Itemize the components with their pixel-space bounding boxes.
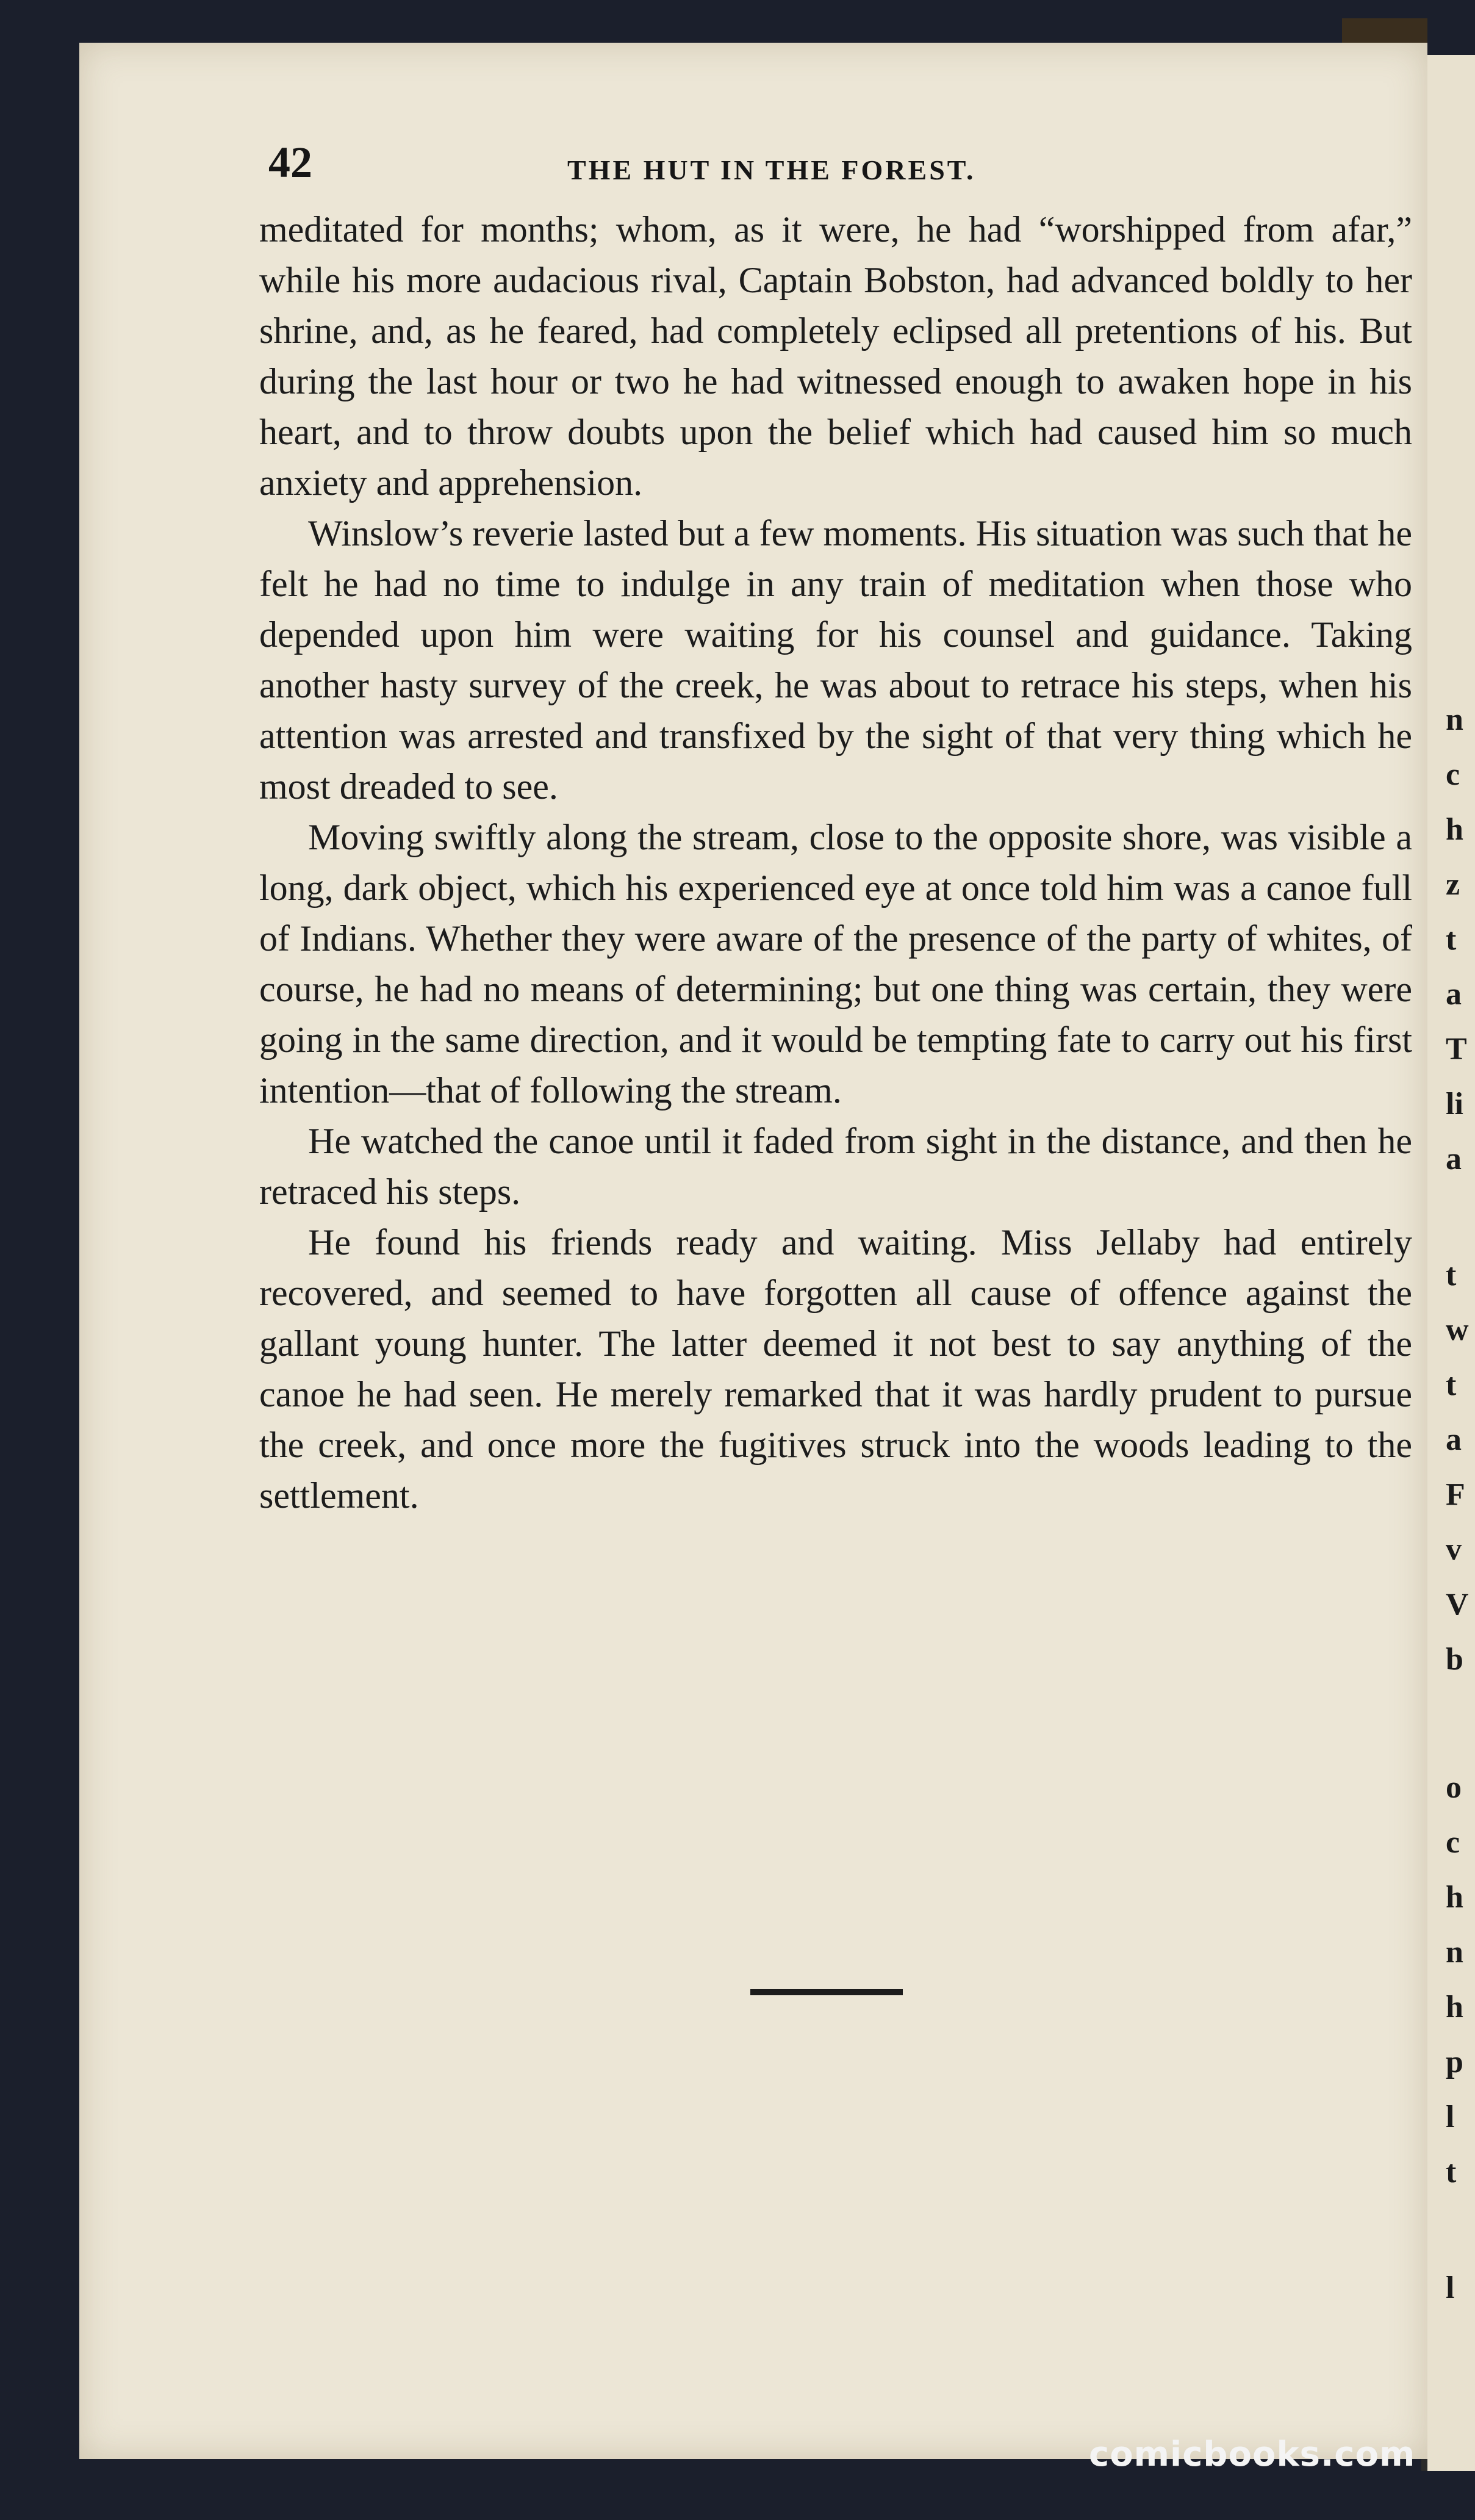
adjacent-page-letter: b — [1446, 1642, 1463, 1677]
paragraph-4: He watched the canoe until it faded from sight in the distance, and then he retraced his steps. — [259, 1121, 1412, 1212]
adjacent-page-letter: li — [1446, 1087, 1463, 1121]
watermark: comicbooks.com — [1089, 2435, 1416, 2474]
paragraph-3: Moving swiftly along the stream, close to the opposite shore, was visible a long, dark object, which his experienced eye at once told him was a canoe full of Indians. Whether they were aware of the presence of the party of whites, of course, he had no means of determining; but one thing was certain, they were going in the same direction, and it would be tempting fate to carry out his first intention—that of following the stream. — [259, 817, 1412, 1111]
adjacent-page-letter: V — [1446, 1587, 1469, 1622]
adjacent-page-letter: t — [1446, 2155, 1457, 2189]
adjacent-page-letter: z — [1446, 867, 1460, 902]
paragraph-1: meditated for months; whom, as it were, he had “worshipped from afar,” while his more audacious rival, Captain Bobston, had advanced boldly to her shrine, and, as he feared, had completely eclipsed all pretentions of his. But during the last hour or two he had witnessed enough to awaken hope in his heart, and to throw doubts upon the belief which had caused him so much anxiety and apprehension. — [259, 209, 1412, 503]
adjacent-page-letter: t — [1446, 1258, 1457, 1292]
adjacent-page-letter: F — [1446, 1477, 1465, 1512]
paragraph-2: Winslow’s reverie lasted but a few moments. His situation was such that he felt he had no time to indulge in any train of meditation when those who depended upon him were waiting for his counsel and guidance. Taking another hasty survey of the creek, he was about to retrace his steps, when his attention was arrested and transfixed by the sight of that very thing which he most dreaded to see. — [259, 513, 1412, 807]
adjacent-page-letter: h — [1446, 812, 1463, 847]
adjacent-page-letter: h — [1446, 1880, 1463, 1915]
adjacent-page-letter: T — [1446, 1032, 1467, 1067]
adjacent-page-letter: n — [1446, 1935, 1463, 1970]
adjacent-page-edge — [1421, 55, 1475, 2471]
adjacent-page-letter: p — [1446, 2045, 1463, 2079]
adjacent-page-letter: h — [1446, 1990, 1463, 2025]
section-divider — [750, 1989, 903, 1995]
adjacent-page-letter: t — [1446, 1367, 1457, 1402]
adjacent-page-letter: a — [1446, 977, 1462, 1012]
adjacent-page-letter: a — [1446, 1142, 1462, 1176]
adjacent-page-letter: w — [1446, 1312, 1469, 1347]
adjacent-page-letter: l — [1446, 2270, 1455, 2305]
adjacent-page-letter: l — [1446, 2100, 1455, 2134]
adjacent-page-letter: c — [1446, 1825, 1460, 1860]
adjacent-page-letter: t — [1446, 922, 1457, 957]
adjacent-page-letter: o — [1446, 1770, 1462, 1805]
body-text — [259, 204, 1412, 1521]
paragraph-5: He found his friends ready and waiting. Miss Jellaby had entirely recovered, and seemed to have forgotten all cause of offence against the gallant young hunter. The latter deemed it not best to say anything of the canoe he had seen. He merely remarked that it was hardly prudent to pursue the creek, and once more the fugitives struck into the woods leading to the settlement. — [259, 1222, 1412, 1516]
page-number: 42 — [268, 138, 312, 187]
adjacent-page-letter: c — [1446, 757, 1460, 792]
adjacent-page-letter: v — [1446, 1532, 1462, 1567]
running-head: THE HUT IN THE FOREST. — [567, 154, 976, 185]
adjacent-page-letter: n — [1446, 702, 1463, 737]
adjacent-page-letter: a — [1446, 1422, 1462, 1457]
